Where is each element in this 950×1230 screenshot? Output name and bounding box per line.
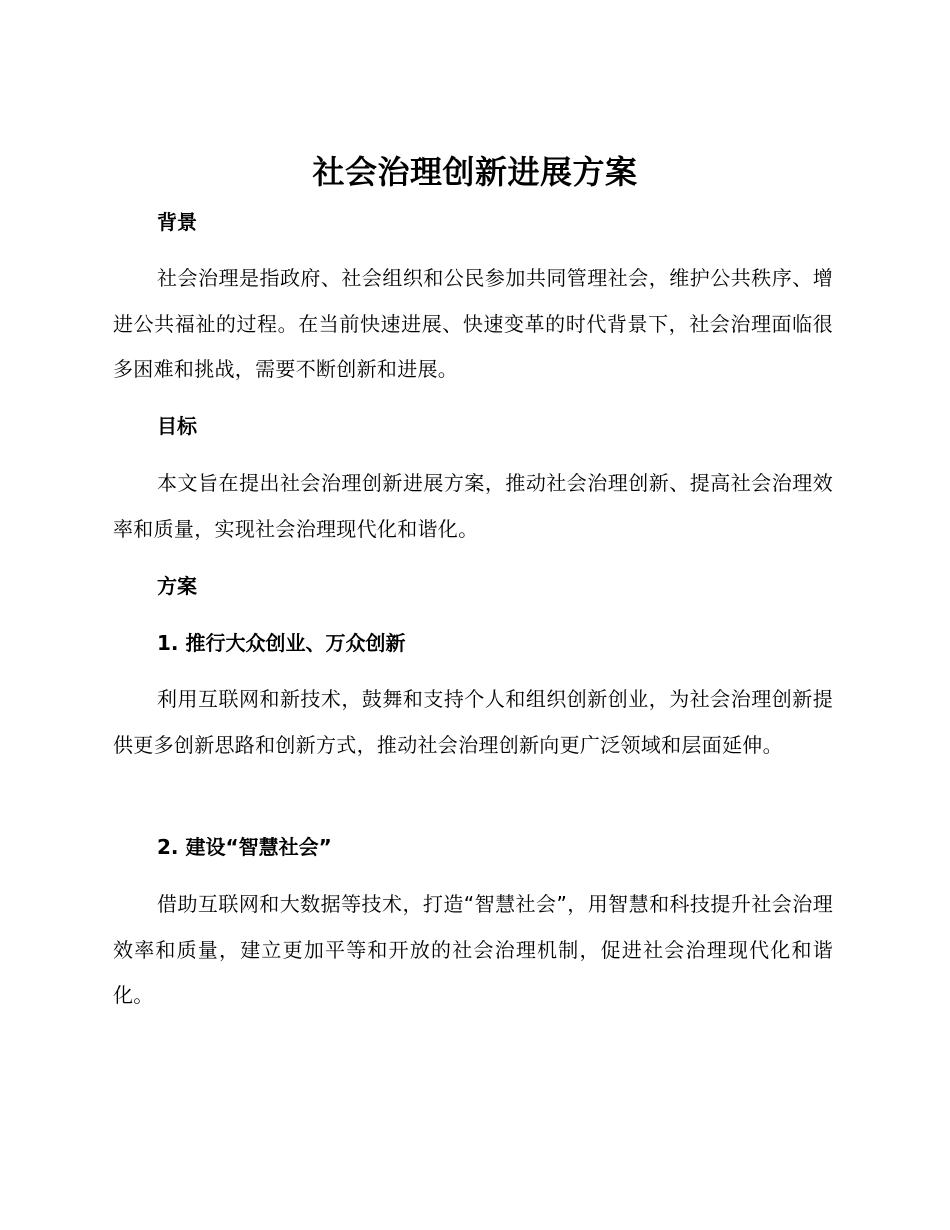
section-body-goal: 本文旨在提出社会治理创新进展方案，推动社会治理创新、提高社会治理效率和质量，实现社会治理现代化和谐化。	[113, 471, 833, 541]
section-heading-plan-2: 2. 建设“智慧社会”	[157, 835, 332, 859]
section-body-plan-2: 借助互联网和大数据等技术，打造“智慧社会”，用智慧和科技提升社会治理效率和质量，建立更加平等和开放的社会治理机制，促进社会治理现代化和谐化。	[113, 892, 833, 1007]
section-body-background: 社会治理是指政府、社会组织和公民参加共同管理社会，维护公共秩序、增进公共福祉的过程。在当前快速进展、快速变革的时代背景下，社会治理面临很多困难和挑战，需要不断创新和进展。	[113, 266, 833, 381]
section-heading-goal: 目标	[157, 414, 197, 438]
section-heading-plan: 方案	[157, 574, 197, 598]
section-heading-background: 背景	[157, 210, 197, 234]
section-body-plan-1: 利用互联网和新技术，鼓舞和支持个人和组织创新创业，为社会治理创新提供更多创新思路和创新方式，推动社会治理创新向更广泛领域和层面延伸。	[113, 687, 833, 757]
section-heading-plan-1: 1. 推行大众创业、万众创新	[157, 631, 406, 655]
document-title: 社会治理创新进展方案	[312, 153, 638, 191]
